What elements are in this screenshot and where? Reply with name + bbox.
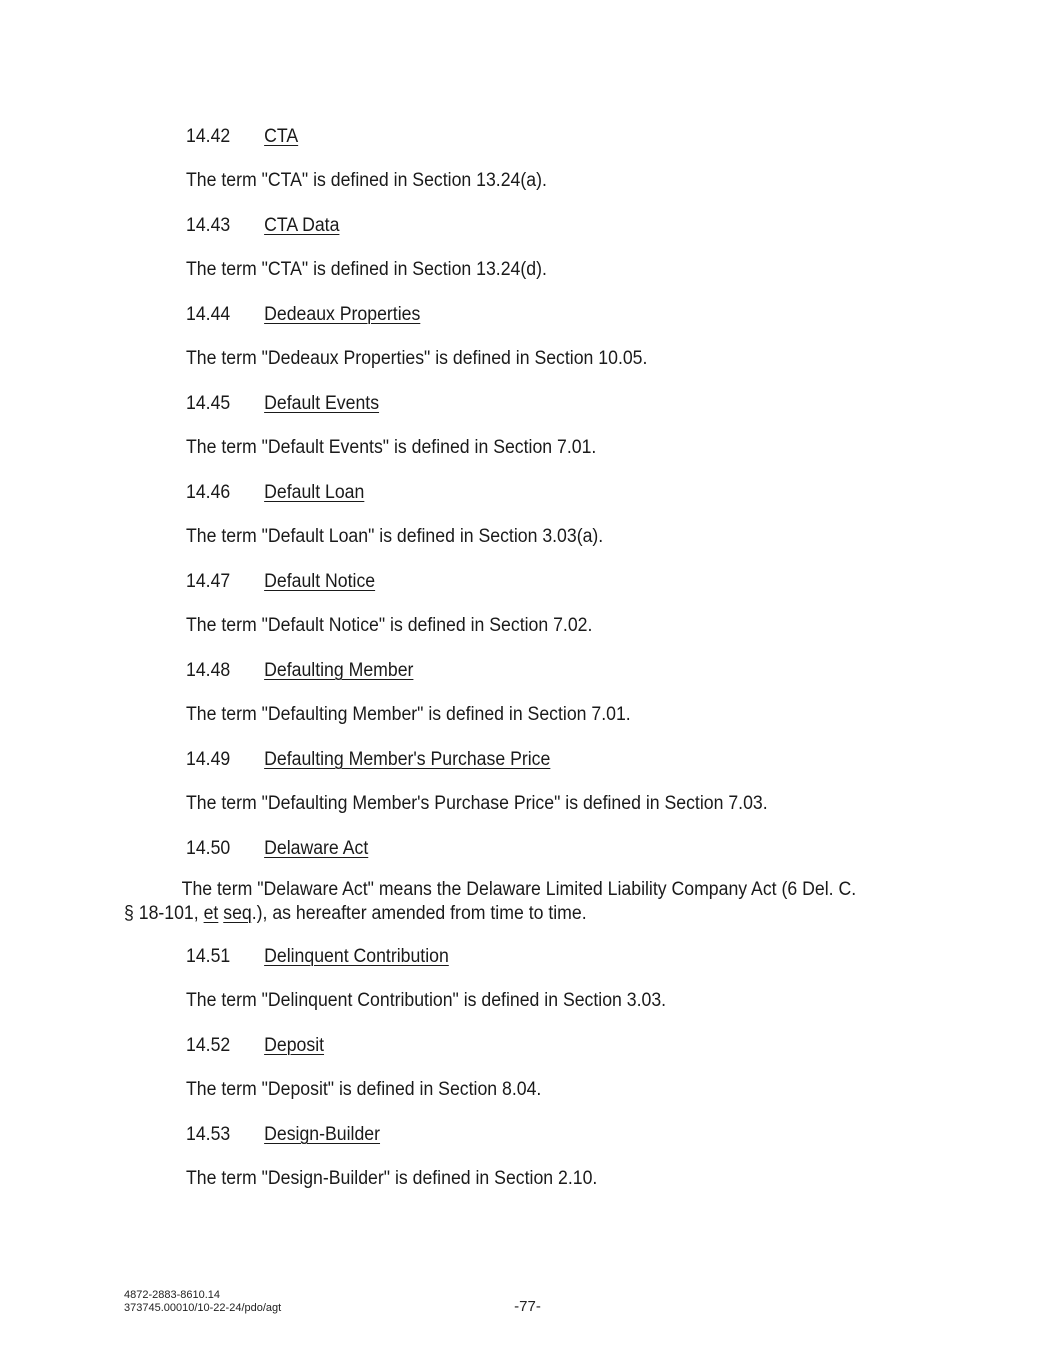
definition-text: The term "Defaulting Member's Purchase Price" is defined in Section 7.03. xyxy=(186,793,768,814)
section-number: 14.52 xyxy=(186,1035,231,1056)
section-term: Delaware Act xyxy=(264,838,369,859)
definitions-list xyxy=(0,124,1055,1211)
section-number: 14.48 xyxy=(186,660,231,681)
section-term: Default Notice xyxy=(264,571,376,592)
section-term: Dedeaux Properties xyxy=(264,304,421,325)
section-term: Default Loan xyxy=(264,482,365,503)
definition-text-line1: The term "Delaware Act" means the Delaware Limited Liability Company Act (6 Del. C. xyxy=(181,879,857,900)
definition-text: The term "Dedeaux Properties" is defined in Section 10.05. xyxy=(186,348,648,369)
definition-text: The term "Deposit" is defined in Section 8.04. xyxy=(186,1079,542,1100)
section-term: Defaulting Member's Purchase Price xyxy=(264,749,551,770)
statute-citation: § 18-101, xyxy=(124,903,204,924)
section-heading xyxy=(186,1033,994,1059)
section-heading xyxy=(186,836,994,862)
seq-abbrev: seq xyxy=(223,903,252,924)
definition-text: The term "Default Events" is defined in Section 7.01. xyxy=(186,437,597,458)
section-number: 14.43 xyxy=(186,215,231,236)
definition-text xyxy=(124,878,924,926)
section-term: Defaulting Member xyxy=(264,660,414,681)
section-number: 14.46 xyxy=(186,482,231,503)
section-heading xyxy=(186,944,994,970)
section-number: 14.50 xyxy=(186,838,231,859)
section-number: 14.42 xyxy=(186,126,231,147)
definition-text: The term "Design-Builder" is defined in Section 2.10. xyxy=(186,1168,598,1189)
page-number: -77- xyxy=(514,1298,541,1315)
section-heading xyxy=(186,124,994,150)
footer-matter: 373745.00010/10-22-24/pdo/agt xyxy=(124,1302,282,1314)
section-heading xyxy=(186,658,994,684)
section-term: Design-Builder xyxy=(264,1124,381,1145)
section-heading xyxy=(186,569,994,595)
definition-text-line2 xyxy=(124,902,924,926)
section-number: 14.51 xyxy=(186,946,231,967)
section-number: 14.49 xyxy=(186,749,231,770)
section-number: 14.44 xyxy=(186,304,231,325)
section-term: Default Events xyxy=(264,393,380,414)
section-term: CTA xyxy=(264,126,299,147)
section-term: Deposit xyxy=(264,1035,325,1056)
section-term: Delinquent Contribution xyxy=(264,946,449,967)
section-term: CTA Data xyxy=(264,215,340,236)
et-abbrev: et xyxy=(203,903,219,924)
definition-text: The term "Defaulting Member" is defined in Section 7.01. xyxy=(186,704,631,725)
section-number: 14.47 xyxy=(186,571,231,592)
section-heading xyxy=(186,391,994,417)
section-heading xyxy=(186,213,994,239)
definition-text: The term "Delinquent Contribution" is defined in Section 3.03. xyxy=(186,990,667,1011)
definition-text: The term "Default Loan" is defined in Section 3.03(a). xyxy=(186,526,604,547)
definition-text-suffix: .), as hereafter amended from time to time. xyxy=(251,903,587,924)
section-number: 14.45 xyxy=(186,393,231,414)
section-heading xyxy=(186,480,994,506)
section-heading xyxy=(186,1122,994,1148)
definition-text: The term "Default Notice" is defined in Section 7.02. xyxy=(186,615,593,636)
footer-doc-id: 4872-2883-8610.14 xyxy=(124,1289,221,1301)
section-heading xyxy=(186,747,994,773)
definition-text: The term "CTA" is defined in Section 13.24(d). xyxy=(186,259,547,280)
section-heading xyxy=(186,302,994,328)
section-number: 14.53 xyxy=(186,1124,231,1145)
definition-text: The term "CTA" is defined in Section 13.24(a). xyxy=(186,170,547,191)
